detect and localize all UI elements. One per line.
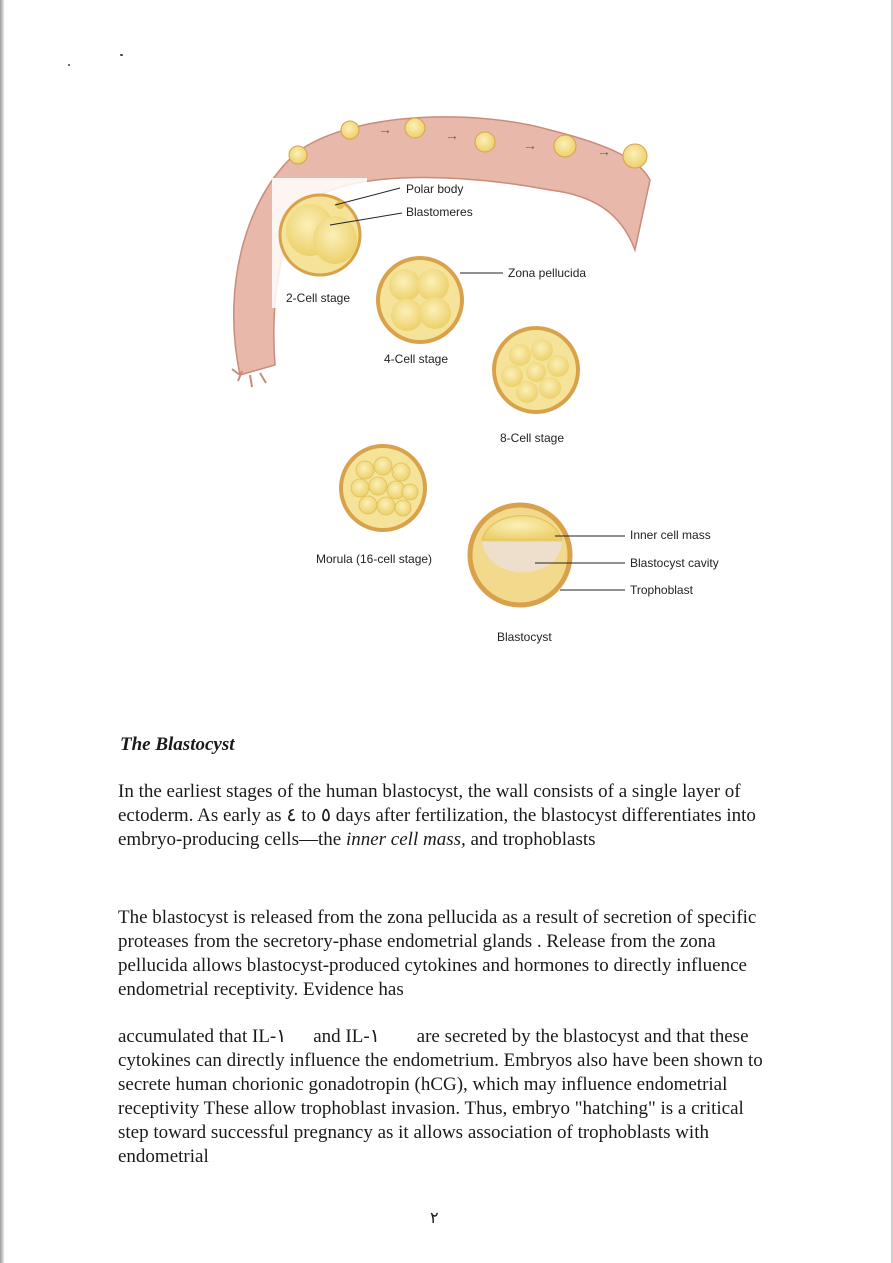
paragraph-1 [118,780,768,852]
page-number: ٢ [430,1210,439,1227]
svg-text:→: → [445,129,459,144]
page-edge-left [0,0,4,1263]
paragraph-3-text-a: accumulated that IL-١ [118,1026,287,1047]
four-cell-embryo [378,258,462,342]
label-trophoblast: Trophoblast [630,583,693,597]
label-four-cell-stage: 4-Cell stage [384,352,449,366]
svg-text:→: → [378,123,392,138]
section-heading: The Blastocyst [120,734,235,755]
label-inner-cell-mass: Inner cell mass [630,528,711,542]
paragraph-1-emphasis: inner cell mass, [345,829,466,850]
embryo-development-figure [220,100,760,660]
label-two-cell-stage: 2-Cell stage [286,291,351,305]
paragraph-3 [118,1025,768,1169]
label-blastocyst: Blastocyst [497,630,552,644]
figure-illustration [220,100,760,660]
scan-speck [120,54,123,56]
label-morula: Morula (16-cell stage) [316,552,433,566]
paragraph-3-text-c: are secreted by the blastocyst and that these cytokines can directly influence the endometrium. Embryos also have been shown to secrete human chorionic gonadotropin (hCG), which may influence endometrial receptivity These allow trophoblast invasion. Thus, embryo "hatching" is a critical step toward successful pregnancy as it allows association of trophoblasts with endometrial [118,1026,763,1167]
paragraph-3-text-b: and IL-١ [313,1026,380,1047]
paragraph-1-text-b: and trophoblasts [465,829,596,850]
label-polar-body: Polar body [406,182,464,196]
label-blastocyst-cavity: Blastocyst cavity [630,556,719,570]
svg-text:→: → [523,139,537,154]
paragraph-1-text-a: In the earliest stages of the human blastocyst, the wall consists of a single layer of ectoderm. As early as ٤ to ٥ days after fertilization, the blastocyst differentiates into embryo-producing cells—the [118,781,756,850]
paragraph-2: The blastocyst is released from the zona pellucida as a result of secretion of specific proteases from the secretory-phase endometrial glands . Release from the zona pellucida allows blastocyst-produced cytokines and hormones to directly influence endometrial receptivity. Evidence has [118,907,757,1000]
svg-text:→: → [597,145,611,160]
label-zona-pellucida: Zona pellucida [508,266,587,280]
label-blastomeres: Blastomeres [406,205,473,219]
scan-speck [68,64,70,66]
label-eight-cell-stage: 8-Cell stage [500,431,565,445]
